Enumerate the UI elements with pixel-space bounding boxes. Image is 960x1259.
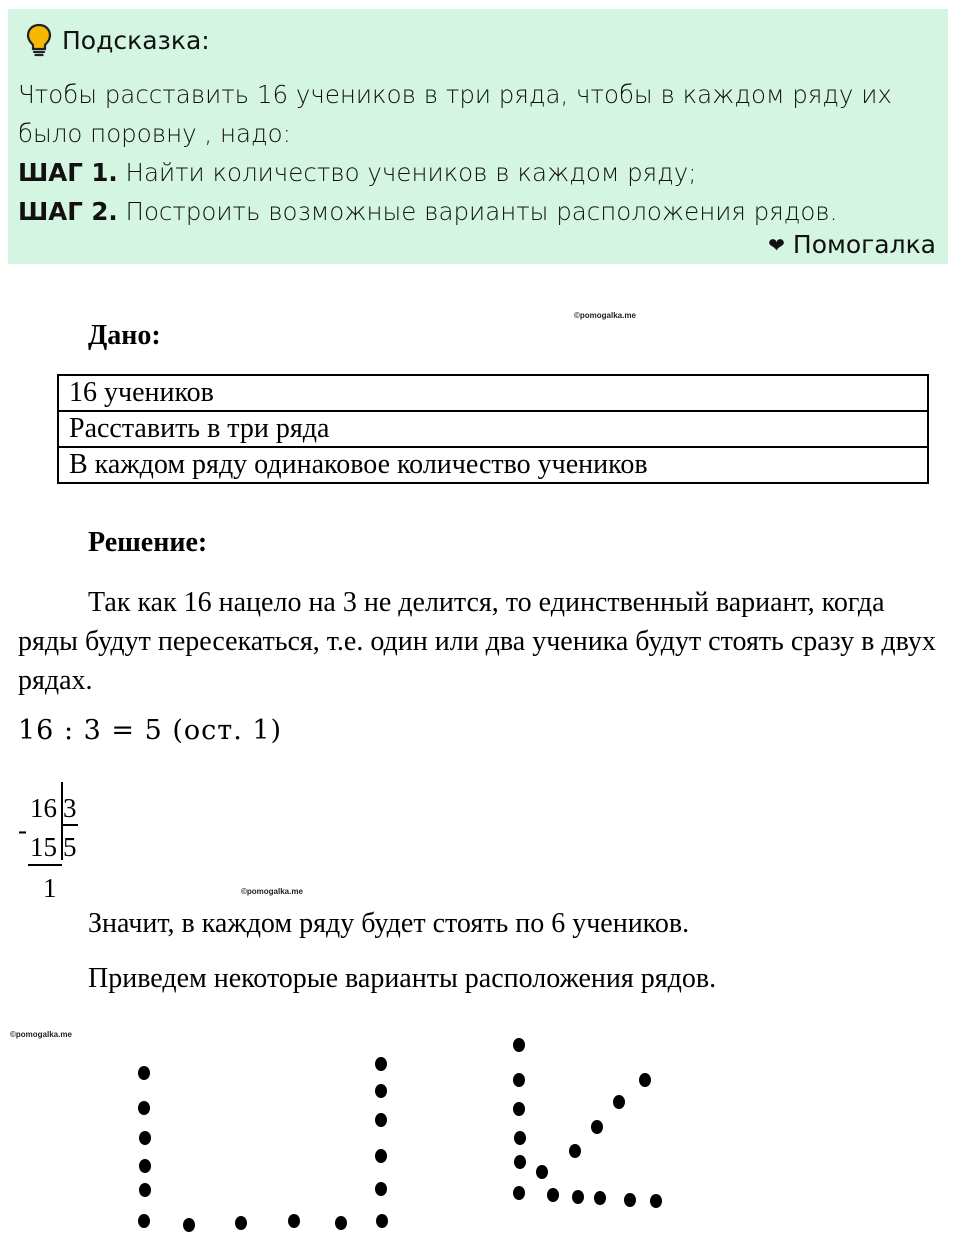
heart-icon: ❤	[768, 232, 785, 257]
dot	[139, 1131, 151, 1145]
hint-header	[26, 23, 210, 57]
given-label: Дано:	[88, 320, 161, 351]
given-row-2: Расставить в три ряда	[58, 411, 928, 447]
division-vertical-line	[61, 782, 63, 860]
given-row-3: В каждом ряду одинаковое количество учеников	[58, 447, 928, 483]
dot	[514, 1131, 526, 1145]
watermark: ©pomogalka.me	[241, 887, 303, 896]
division-formula: 16 : 3 = 5 (ост. 1)	[18, 715, 283, 746]
dot	[513, 1073, 525, 1087]
dot	[624, 1193, 636, 1207]
conclusion-text: Значит, в каждом ряду будет стоять по 6 учеников.	[88, 908, 690, 939]
dividend: 16	[30, 793, 57, 823]
remainder: 1	[43, 873, 57, 903]
arrangement-u	[138, 1057, 388, 1232]
row-arrangements-figure	[0, 1020, 960, 1259]
dot	[138, 1066, 150, 1080]
variants-intro: Приведем некоторые варианты расположения рядов.	[88, 963, 717, 994]
dot	[513, 1038, 525, 1052]
dot	[183, 1218, 195, 1232]
step-1-label: ШАГ 1.	[18, 158, 118, 187]
dot	[639, 1073, 651, 1087]
dot	[513, 1102, 525, 1116]
table-row	[58, 447, 928, 483]
quotient: 5	[63, 832, 77, 862]
dot	[572, 1190, 584, 1204]
dot	[138, 1101, 150, 1115]
dot	[375, 1057, 387, 1071]
dot	[650, 1194, 662, 1208]
minus-sign: -	[18, 815, 27, 845]
table-row	[58, 375, 928, 411]
dot	[513, 1186, 525, 1200]
table-row	[58, 411, 928, 447]
hint-title: Подсказка:	[62, 25, 210, 55]
dot	[613, 1095, 625, 1109]
dot	[375, 1149, 387, 1163]
solution-label: Решение:	[88, 527, 208, 558]
dot	[235, 1216, 247, 1230]
dot	[569, 1144, 581, 1158]
step-2-label: ШАГ 2.	[18, 197, 118, 226]
dot	[547, 1188, 559, 1202]
dot	[375, 1113, 387, 1127]
dot	[375, 1084, 387, 1098]
brand	[768, 230, 936, 259]
given-table	[57, 374, 929, 484]
step-1-text: Найти количество учеников в каждом ряду;	[117, 158, 697, 187]
brand-name: Помогалка	[792, 230, 936, 259]
dot	[514, 1155, 526, 1169]
arrangement-k	[513, 1038, 662, 1208]
subtraction-line	[28, 864, 62, 866]
watermark: ©pomogalka.me	[10, 1030, 72, 1039]
hint-box	[8, 9, 948, 264]
divisor-underline	[61, 824, 78, 826]
step-2-text: Построить возможные варианты расположения рядов.	[117, 197, 838, 226]
dot	[536, 1165, 548, 1179]
lightbulb-icon	[26, 23, 52, 57]
hint-intro: Чтобы расставить 16 учеников в три ряда, чтобы в каждом ряду их было поровну , надо:	[18, 80, 892, 148]
dot	[288, 1214, 300, 1228]
dot	[594, 1191, 606, 1205]
dot	[335, 1216, 347, 1230]
given-row-1: 16 учеников	[58, 375, 928, 411]
solution-paragraph: Так как 16 нацело на 3 не делится, то единственный вариант, когда ряды будут пересекаться, т.е. один или два ученика будут стоять сразу в двух рядах.	[18, 587, 936, 696]
dot	[139, 1159, 151, 1173]
dot	[376, 1214, 388, 1228]
subtrahend: 15	[30, 832, 57, 862]
watermark: ©pomogalka.me	[574, 311, 636, 320]
dot	[139, 1183, 151, 1197]
dot	[591, 1120, 603, 1134]
hint-step-1	[18, 153, 928, 192]
dot	[375, 1182, 387, 1196]
hint-body	[18, 75, 928, 231]
dot	[138, 1214, 150, 1228]
divisor: 3	[63, 793, 77, 823]
hint-step-2	[18, 192, 928, 231]
